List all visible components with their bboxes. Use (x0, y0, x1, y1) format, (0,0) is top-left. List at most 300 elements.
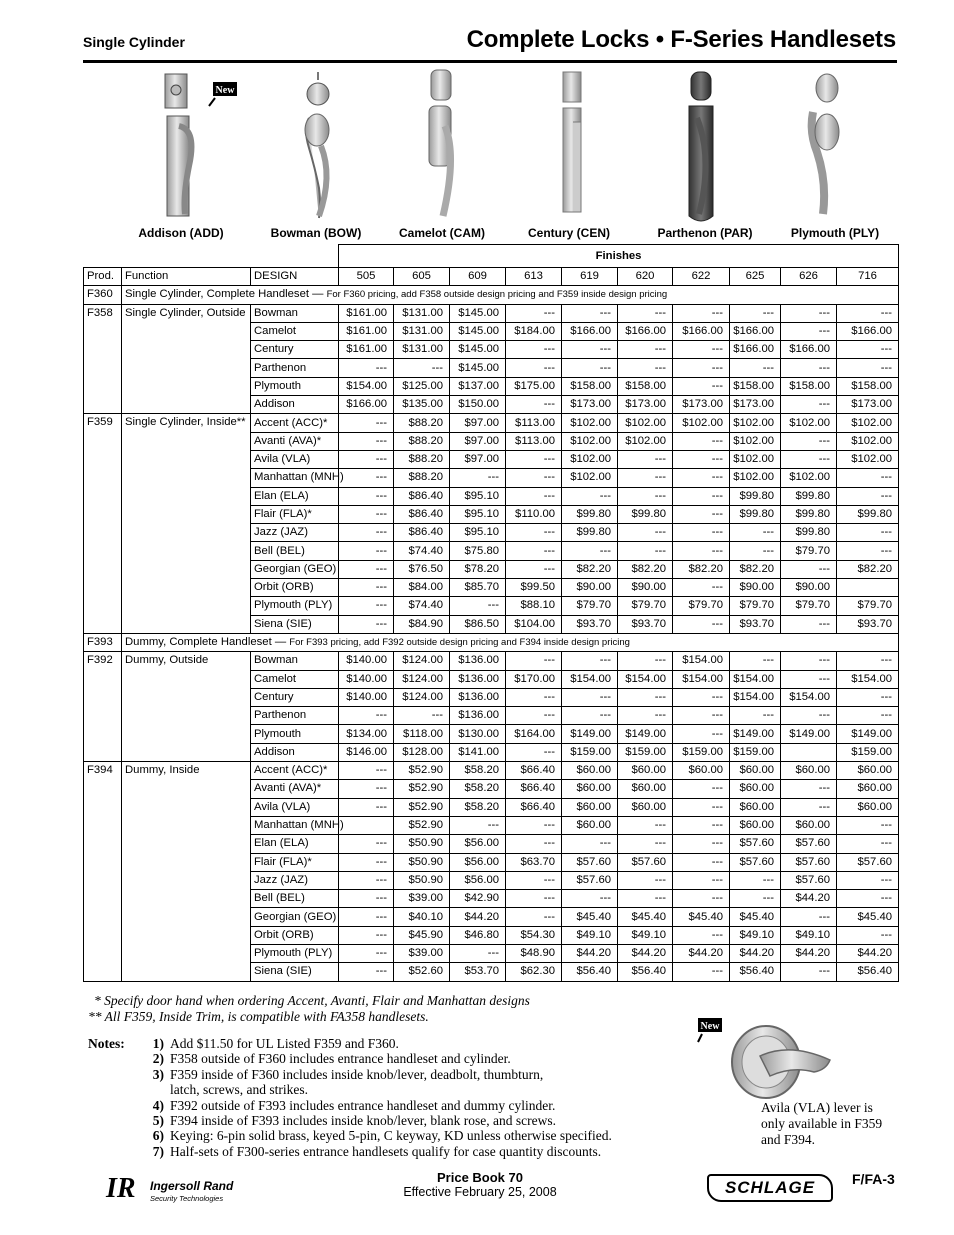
price-cell: $56.40 (562, 963, 618, 981)
function-name: Dummy, Inside (122, 762, 251, 982)
price-cell: --- (781, 798, 837, 816)
complete-handleset-note: Single Cylinder, Complete Handleset — For F360 pricing, add F358 outside design pricing and F359 inside design pricing (122, 286, 899, 304)
price-cell: $60.00 (618, 780, 673, 798)
price-cell: $166.00 (562, 322, 618, 340)
price-cell: --- (673, 798, 730, 816)
design-name: Camelot (251, 322, 339, 340)
price-cell: --- (506, 341, 562, 359)
price-cell: --- (781, 322, 837, 340)
price-cell: $136.00 (450, 652, 506, 670)
price-cell: $97.00 (450, 414, 506, 432)
price-cell: --- (618, 304, 673, 322)
price-cell: $79.70 (562, 597, 618, 615)
product-label-plymouth: Plymouth (PLY) (790, 226, 880, 240)
product-label-parthenon: Parthenon (PAR) (657, 226, 753, 240)
design-name: Avanti (AVA)* (251, 780, 339, 798)
design-name: Century (251, 688, 339, 706)
price-cell: --- (837, 341, 899, 359)
price-cell: --- (673, 304, 730, 322)
finish-code-505: 505 (339, 268, 394, 286)
design-name: Bell (BEL) (251, 890, 339, 908)
price-cell: --- (562, 835, 618, 853)
price-cell: $113.00 (506, 414, 562, 432)
price-cell: --- (837, 890, 899, 908)
price-cell: --- (562, 890, 618, 908)
note-item: 3) F359 inside of F360 includes inside knob/lever, deadbolt, thumbturn, (152, 1066, 544, 1082)
price-cell: --- (837, 871, 899, 889)
price-cell: --- (450, 816, 506, 834)
price-cell: $154.00 (562, 670, 618, 688)
price-cell: --- (618, 816, 673, 834)
price-cell: $76.50 (394, 560, 450, 578)
price-cell: $60.00 (730, 816, 781, 834)
note-item: 1) Add $11.50 for UL Listed F359 and F360. (152, 1036, 399, 1051)
price-cell: $170.00 (506, 670, 562, 688)
price-cell: $159.00 (837, 743, 899, 761)
price-cell: $66.40 (506, 780, 562, 798)
price-cell: $154.00 (339, 377, 394, 395)
price-cell: --- (837, 359, 899, 377)
price-cell: --- (837, 542, 899, 560)
price-cell: $44.20 (730, 944, 781, 962)
price-cell: $102.00 (837, 450, 899, 468)
price-cell: $166.00 (618, 322, 673, 340)
price-cell: $95.10 (450, 524, 506, 542)
price-cell: $95.10 (450, 505, 506, 523)
design-name: Camelot (251, 670, 339, 688)
price-cell: --- (339, 414, 394, 432)
price-cell: --- (837, 469, 899, 487)
price-cell: --- (562, 304, 618, 322)
price-cell: $44.20 (781, 944, 837, 962)
note-item: 5) F394 inside of F393 includes inside knob/lever, blank rose, and screws. (152, 1113, 557, 1129)
price-cell: $154.00 (837, 670, 899, 688)
price-cell: --- (618, 890, 673, 908)
price-cell: --- (506, 890, 562, 908)
design-name: Elan (ELA) (251, 487, 339, 505)
price-cell: $45.40 (618, 908, 673, 926)
price-cell: $166.00 (730, 341, 781, 359)
table-row (84, 286, 899, 304)
table-row (84, 304, 899, 322)
price-cell: --- (339, 450, 394, 468)
ingersoll-rand-logo: IR Ingersoll Rand Security Technologies (106, 1173, 234, 1204)
design-name: Orbit (ORB) (251, 926, 339, 944)
price-cell: --- (339, 579, 394, 597)
price-cell: --- (339, 944, 394, 962)
price-cell: $131.00 (394, 341, 450, 359)
price-cell: $159.00 (618, 743, 673, 761)
price-cell: --- (339, 707, 394, 725)
price-cell: $146.00 (339, 743, 394, 761)
price-cell: --- (837, 652, 899, 670)
price-cell: $74.40 (394, 542, 450, 560)
price-cell: --- (339, 890, 394, 908)
price-cell: $158.00 (618, 377, 673, 395)
product-label-bowman: Bowman (BOW) (270, 226, 362, 240)
price-cell: $45.40 (837, 908, 899, 926)
finish-code-620: 620 (618, 268, 673, 286)
product-images (83, 66, 897, 224)
price-cell: $44.20 (562, 944, 618, 962)
price-cell: $82.20 (837, 560, 899, 578)
price-cell: $154.00 (618, 670, 673, 688)
price-cell: --- (673, 524, 730, 542)
price-cell: --- (673, 725, 730, 743)
price-cell: $95.10 (450, 487, 506, 505)
price-cell: $131.00 (394, 304, 450, 322)
svg-text:New: New (700, 1021, 720, 1032)
effective-date: Effective February 25, 2008 (403, 1185, 557, 1199)
price-cell: $79.70 (781, 542, 837, 560)
price-cell: $149.00 (730, 725, 781, 743)
price-cell: --- (618, 688, 673, 706)
price-cell: $140.00 (339, 670, 394, 688)
price-cell: $60.00 (837, 762, 899, 780)
price-cell: $145.00 (450, 304, 506, 322)
price-cell: --- (339, 871, 394, 889)
price-cell: $60.00 (618, 762, 673, 780)
table-row (84, 633, 899, 651)
price-cell: $85.70 (450, 579, 506, 597)
price-cell: --- (339, 926, 394, 944)
price-cell: $57.60 (781, 853, 837, 871)
price-cell: $173.00 (673, 396, 730, 414)
price-cell: $166.00 (339, 396, 394, 414)
price-cell: --- (673, 542, 730, 560)
price-cell: $93.70 (562, 615, 618, 633)
price-cell: $58.20 (450, 798, 506, 816)
prod-code: F359 (84, 414, 122, 634)
price-cell: $79.70 (837, 597, 899, 615)
new-badge-icon (698, 1018, 722, 1042)
price-cell: $49.10 (781, 926, 837, 944)
price-cell: --- (506, 542, 562, 560)
price-cell: --- (673, 487, 730, 505)
price-cell: $79.70 (730, 597, 781, 615)
design-name: Georgian (GEO) (251, 908, 339, 926)
price-cell: $60.00 (618, 798, 673, 816)
price-cell: $136.00 (450, 688, 506, 706)
price-cell: --- (673, 890, 730, 908)
price-cell: --- (837, 487, 899, 505)
price-cell: $79.70 (618, 597, 673, 615)
price-book: Price Book 70 (437, 1170, 523, 1185)
price-cell: --- (781, 670, 837, 688)
finish-code-625: 625 (730, 268, 781, 286)
price-cell: --- (339, 560, 394, 578)
price-cell: $102.00 (618, 432, 673, 450)
price-cell: $56.40 (618, 963, 673, 981)
price-cell: --- (506, 304, 562, 322)
price-cell: $99.80 (781, 505, 837, 523)
price-cell: $60.00 (730, 780, 781, 798)
price-cell: --- (339, 432, 394, 450)
price-cell: $124.00 (394, 688, 450, 706)
col-prod: Prod. (84, 268, 122, 286)
price-cell: $52.90 (394, 762, 450, 780)
price-cell: --- (618, 450, 673, 468)
price-cell: $166.00 (837, 322, 899, 340)
price-cell: --- (506, 871, 562, 889)
price-cell: $49.10 (618, 926, 673, 944)
price-cell: $90.00 (618, 579, 673, 597)
avila-caption: Avila (VLA) lever is only available in F359 and F394. (761, 1100, 883, 1147)
note-item: 7) Half-sets of F300-series entrance handlesets qualify for case quantity discounts. (152, 1143, 602, 1159)
price-cell: --- (618, 542, 673, 560)
price-cell: --- (781, 908, 837, 926)
price-cell: --- (837, 707, 899, 725)
price-cell: $99.80 (781, 487, 837, 505)
price-cell: $50.90 (394, 853, 450, 871)
price-cell: $60.00 (730, 762, 781, 780)
price-cell: --- (562, 652, 618, 670)
price-cell: $93.70 (618, 615, 673, 633)
price-cell: --- (618, 469, 673, 487)
price-cell: --- (506, 359, 562, 377)
price-cell: --- (781, 615, 837, 633)
design-name: Plymouth (PLY) (251, 944, 339, 962)
price-cell: $88.10 (506, 597, 562, 615)
price-cell: $102.00 (730, 450, 781, 468)
design-name: Bowman (251, 652, 339, 670)
price-cell: $102.00 (781, 469, 837, 487)
new-badge-icon (209, 82, 237, 106)
price-cell: $79.70 (673, 597, 730, 615)
price-cell: --- (506, 396, 562, 414)
price-cell: --- (339, 835, 394, 853)
price-cell: $49.10 (730, 926, 781, 944)
price-cell: $40.10 (394, 908, 450, 926)
page-number: F/FA-3 (852, 1171, 895, 1187)
price-cell: --- (339, 853, 394, 871)
price-cell: $60.00 (837, 798, 899, 816)
price-cell: $159.00 (562, 743, 618, 761)
price-cell: $149.00 (618, 725, 673, 743)
function-name: Single Cylinder, Inside** (122, 414, 251, 634)
price-cell: --- (618, 871, 673, 889)
price-cell: $154.00 (730, 688, 781, 706)
price-cell: --- (837, 304, 899, 322)
price-cell: $137.00 (450, 377, 506, 395)
parthenon-handleset-image (689, 72, 713, 221)
header-rule (83, 60, 897, 63)
price-cell: $97.00 (450, 450, 506, 468)
price-cell: $57.60 (781, 835, 837, 853)
price-cell: $60.00 (562, 762, 618, 780)
design-name: Avila (VLA) (251, 450, 339, 468)
price-cell: --- (618, 487, 673, 505)
price-cell: $118.00 (394, 725, 450, 743)
price-cell: $145.00 (450, 322, 506, 340)
price-cell: --- (618, 652, 673, 670)
price-cell: --- (837, 835, 899, 853)
price-cell: $104.00 (506, 615, 562, 633)
price-cell: --- (506, 835, 562, 853)
price-cell: $56.00 (450, 835, 506, 853)
price-cell: $57.60 (618, 853, 673, 871)
price-cell: $44.20 (618, 944, 673, 962)
price-cell: --- (837, 524, 899, 542)
finish-code-622: 622 (673, 268, 730, 286)
price-cell: --- (781, 359, 837, 377)
price-cell: --- (562, 341, 618, 359)
price-cell: --- (673, 926, 730, 944)
price-cell: --- (673, 359, 730, 377)
camelot-handleset-image (429, 70, 451, 216)
design-name: Jazz (JAZ) (251, 524, 339, 542)
price-cell: --- (450, 469, 506, 487)
price-cell: $50.90 (394, 835, 450, 853)
bowman-handleset-image (305, 72, 329, 218)
price-cell: --- (781, 780, 837, 798)
price-cell: --- (673, 341, 730, 359)
price-cell: $49.10 (562, 926, 618, 944)
price-cell: --- (339, 762, 394, 780)
price-cell: $44.20 (781, 890, 837, 908)
price-cell: $140.00 (339, 688, 394, 706)
price-cell: $128.00 (394, 743, 450, 761)
price-cell: $39.00 (394, 890, 450, 908)
price-cell: $149.00 (562, 725, 618, 743)
price-cell: $56.00 (450, 853, 506, 871)
price-cell: --- (339, 615, 394, 633)
price-cell: --- (673, 377, 730, 395)
price-cell: --- (562, 688, 618, 706)
price-cell: --- (781, 304, 837, 322)
price-cell: $99.50 (506, 579, 562, 597)
price-cell: $125.00 (394, 377, 450, 395)
price-cell: $52.60 (394, 963, 450, 981)
price-table (83, 244, 899, 982)
price-cell: $99.80 (562, 505, 618, 523)
notes-list (140, 1036, 700, 1159)
price-cell: $45.40 (730, 908, 781, 926)
price-cell: $175.00 (506, 377, 562, 395)
price-cell: --- (339, 780, 394, 798)
price-cell: $93.70 (837, 615, 899, 633)
price-cell: $154.00 (730, 670, 781, 688)
price-cell: $88.20 (394, 469, 450, 487)
price-cell: $82.20 (673, 560, 730, 578)
price-cell: --- (730, 542, 781, 560)
price-cell: $57.60 (730, 853, 781, 871)
price-cell: --- (673, 816, 730, 834)
price-cell: $149.00 (781, 725, 837, 743)
price-cell: $52.90 (394, 798, 450, 816)
price-cell (781, 743, 837, 761)
price-cell: --- (506, 560, 562, 578)
price-cell: --- (506, 652, 562, 670)
price-cell: --- (339, 963, 394, 981)
svg-text:New: New (215, 85, 235, 96)
price-cell: $124.00 (394, 652, 450, 670)
price-cell: $45.40 (673, 908, 730, 926)
price-cell: --- (781, 707, 837, 725)
price-cell: $82.20 (618, 560, 673, 578)
price-cell: $57.60 (562, 871, 618, 889)
price-cell: --- (618, 359, 673, 377)
complete-handleset-note: Dummy, Complete Handleset — For F393 pricing, add F392 outside design pricing and F394 inside design pricing (122, 633, 899, 651)
finish-code-619: 619 (562, 268, 618, 286)
price-cell: $62.30 (506, 963, 562, 981)
price-cell: $140.00 (339, 652, 394, 670)
design-name: Avanti (AVA)* (251, 432, 339, 450)
price-cell: --- (730, 359, 781, 377)
price-cell: $60.00 (562, 780, 618, 798)
price-cell: $102.00 (730, 432, 781, 450)
price-cell: --- (673, 707, 730, 725)
price-cell: $60.00 (837, 780, 899, 798)
price-cell: $145.00 (450, 341, 506, 359)
price-cell: $60.00 (562, 816, 618, 834)
prod-code: F393 (84, 633, 122, 651)
price-cell: $75.80 (450, 542, 506, 560)
price-cell: $39.00 (394, 944, 450, 962)
price-cell: $130.00 (450, 725, 506, 743)
price-cell: $50.90 (394, 871, 450, 889)
price-cell: $136.00 (450, 707, 506, 725)
price-cell: $173.00 (730, 396, 781, 414)
price-cell: $102.00 (562, 432, 618, 450)
design-name: Jazz (JAZ) (251, 871, 339, 889)
product-label-addison: Addison (ADD) (138, 226, 224, 240)
price-cell: $154.00 (781, 688, 837, 706)
price-cell: --- (618, 524, 673, 542)
product-label-century: Century (CEN) (527, 226, 610, 240)
price-cell: $99.80 (562, 524, 618, 542)
plymouth-handleset-image (812, 74, 839, 214)
price-cell: --- (673, 688, 730, 706)
price-cell: $84.00 (394, 579, 450, 597)
price-cell: $99.80 (837, 505, 899, 523)
price-cell: --- (506, 524, 562, 542)
price-cell: $79.70 (781, 597, 837, 615)
price-cell: --- (506, 743, 562, 761)
price-cell: --- (673, 432, 730, 450)
price-cell: $173.00 (562, 396, 618, 414)
prod-code: F360 (84, 286, 122, 304)
price-cell: $60.00 (673, 762, 730, 780)
price-cell: $45.40 (562, 908, 618, 926)
price-cell: --- (730, 890, 781, 908)
price-cell: $44.20 (673, 944, 730, 962)
price-cell: $159.00 (673, 743, 730, 761)
price-cell: $90.00 (730, 579, 781, 597)
note-item: latch, screws, and strikes. (170, 1082, 308, 1098)
design-name: Parthenon (251, 359, 339, 377)
price-cell: $102.00 (562, 414, 618, 432)
prod-code: F392 (84, 652, 122, 762)
design-name: Plymouth (251, 377, 339, 395)
price-cell: $141.00 (450, 743, 506, 761)
price-cell: --- (618, 835, 673, 853)
price-cell: $90.00 (562, 579, 618, 597)
price-cell: $158.00 (837, 377, 899, 395)
price-cell: --- (781, 560, 837, 578)
price-cell: $154.00 (673, 652, 730, 670)
price-cell: --- (781, 652, 837, 670)
price-cell: $86.40 (394, 524, 450, 542)
price-cell: $56.00 (450, 871, 506, 889)
design-name: Addison (251, 396, 339, 414)
price-cell: --- (781, 450, 837, 468)
price-cell: $52.90 (394, 780, 450, 798)
col-design: DESIGN (251, 268, 339, 286)
function-name: Single Cylinder, Outside (122, 304, 251, 414)
price-cell: --- (673, 505, 730, 523)
prod-code: F358 (84, 304, 122, 414)
